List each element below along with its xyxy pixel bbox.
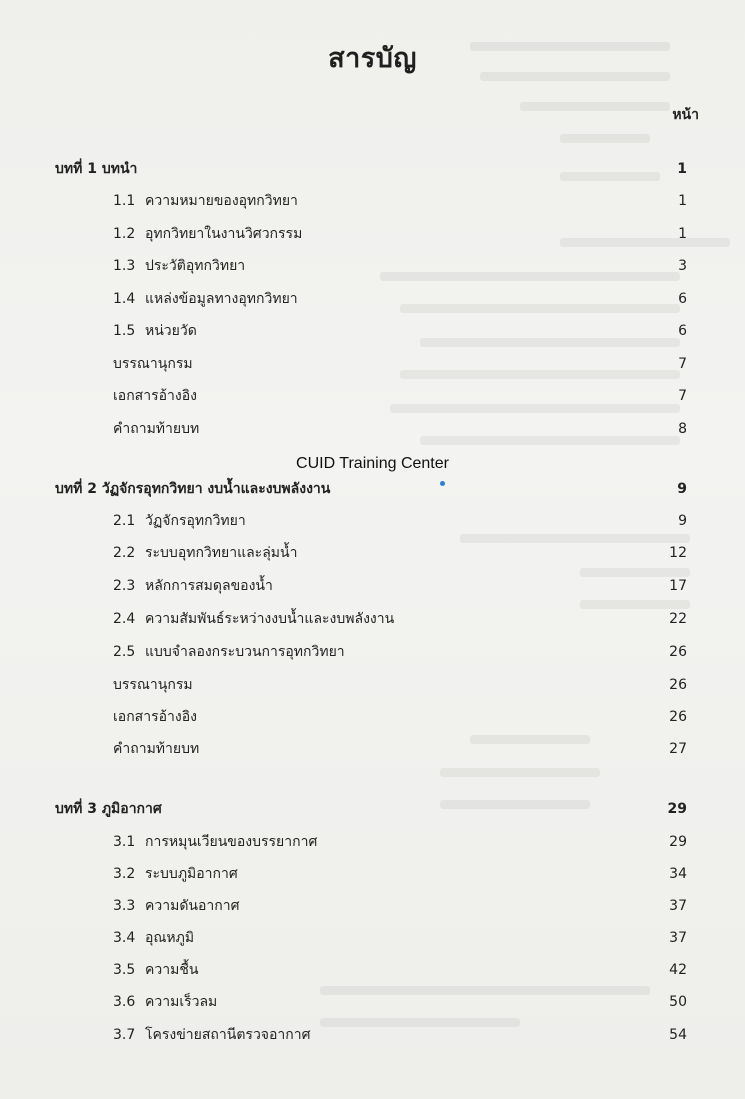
section-number: 2.3 xyxy=(113,578,136,594)
page-column-header: หน้า xyxy=(672,107,699,123)
toc-section-row[interactable] xyxy=(0,287,745,311)
toc-section-row[interactable] xyxy=(0,926,745,950)
section-number: 1.4 xyxy=(113,291,136,307)
toc-section-row[interactable] xyxy=(0,830,745,854)
toc-chapter-row[interactable] xyxy=(0,477,745,501)
section-number: 3.6 xyxy=(113,994,136,1010)
toc-extra-row[interactable] xyxy=(0,417,745,441)
toc-section-row[interactable] xyxy=(0,607,745,631)
toc-section-row[interactable] xyxy=(0,509,745,533)
section-number: 3.7 xyxy=(113,1027,136,1043)
page-number: 29 xyxy=(669,834,687,850)
toc-extra-row[interactable] xyxy=(0,384,745,408)
section-title: หลักการสมดุลของน้ำ xyxy=(145,578,273,594)
extra-title: เอกสารอ้างอิง xyxy=(113,388,197,404)
page-number: 22 xyxy=(669,611,687,627)
page-number: 8 xyxy=(678,421,687,437)
page-number: 1 xyxy=(677,161,687,177)
toc-section-row[interactable] xyxy=(0,574,745,598)
section-number: 2.4 xyxy=(113,611,136,627)
chapter-heading: บทที่ 1 บทนำ xyxy=(55,161,138,177)
toc-section-row[interactable] xyxy=(0,254,745,278)
page-number: 27 xyxy=(669,741,687,757)
bleed-through-mark xyxy=(440,768,600,777)
section-title: ความชื้น xyxy=(145,962,199,978)
section-title: ความเร็วลม xyxy=(145,994,218,1010)
toc-section-row[interactable] xyxy=(0,640,745,664)
toc-section-row[interactable] xyxy=(0,222,745,246)
toc-chapter-row[interactable] xyxy=(0,797,745,821)
extra-title: บรรณานุกรม xyxy=(113,677,193,693)
page-number: 26 xyxy=(669,677,687,693)
chapter-heading: บทที่ 3 ภูมิอากาศ xyxy=(55,801,162,817)
section-number: 1.1 xyxy=(113,193,136,209)
toc-section-row[interactable] xyxy=(0,862,745,886)
page-number: 6 xyxy=(678,291,687,307)
toc-section-row[interactable] xyxy=(0,990,745,1014)
section-number: 3.5 xyxy=(113,962,136,978)
page-number: 37 xyxy=(669,930,687,946)
toc-section-row[interactable] xyxy=(0,958,745,982)
page-number: 7 xyxy=(678,388,687,404)
section-title: แบบจำลองกระบวนการอุทกวิทยา xyxy=(145,644,345,660)
page-number: 6 xyxy=(678,323,687,339)
toc-chapter-row[interactable] xyxy=(0,157,745,181)
bleed-through-mark xyxy=(560,134,650,143)
page-number: 9 xyxy=(678,513,687,529)
extra-title: คำถามท้ายบท xyxy=(113,741,200,757)
page-number: 37 xyxy=(669,898,687,914)
page-title: สารบัญ xyxy=(328,43,417,74)
extra-title: คำถามท้ายบท xyxy=(113,421,200,437)
page-number: 26 xyxy=(669,644,687,660)
section-number: 1.2 xyxy=(113,226,136,242)
page-number: 17 xyxy=(669,578,687,594)
page-number: 26 xyxy=(669,709,687,725)
section-number: 1.5 xyxy=(113,323,136,339)
section-number: 3.4 xyxy=(113,930,136,946)
toc-section-row[interactable] xyxy=(0,319,745,343)
extra-title: เอกสารอ้างอิง xyxy=(113,709,197,725)
toc-extra-row[interactable] xyxy=(0,673,745,697)
page-number: 42 xyxy=(669,962,687,978)
section-title: ระบบภูมิอากาศ xyxy=(145,866,238,882)
toc-extra-row[interactable] xyxy=(0,705,745,729)
page-number: 12 xyxy=(669,545,687,561)
page-number: 7 xyxy=(678,356,687,372)
toc-extra-row[interactable] xyxy=(0,737,745,761)
section-number: 2.5 xyxy=(113,644,136,660)
section-title: ประวัติอุทกวิทยา xyxy=(145,258,246,274)
page-number: 1 xyxy=(678,226,687,242)
chapter-heading: บทที่ 2 วัฏจักรอุทกวิทยา งบน้ำและงบพลังงาน xyxy=(55,481,331,497)
section-number: 3.3 xyxy=(113,898,136,914)
page-number: 29 xyxy=(667,801,687,817)
page-number: 34 xyxy=(669,866,687,882)
section-title: ระบบอุทกวิทยาและลุ่มน้ำ xyxy=(145,545,298,561)
section-title: ความหมายของอุทกวิทยา xyxy=(145,193,298,209)
page-number: 54 xyxy=(669,1027,687,1043)
extra-title: บรรณานุกรม xyxy=(113,356,193,372)
page-number: 50 xyxy=(669,994,687,1010)
section-number: 3.1 xyxy=(113,834,136,850)
section-number: 1.3 xyxy=(113,258,136,274)
section-number: 3.2 xyxy=(113,866,136,882)
page-number: 1 xyxy=(678,193,687,209)
page-number: 3 xyxy=(678,258,687,274)
section-number: 2.1 xyxy=(113,513,136,529)
bleed-through-mark xyxy=(520,102,670,111)
toc-section-row[interactable] xyxy=(0,894,745,918)
toc-extra-row[interactable] xyxy=(0,352,745,376)
section-title: วัฏจักรอุทกวิทยา xyxy=(145,513,246,529)
toc-section-row[interactable] xyxy=(0,189,745,213)
section-title: ความสัมพันธ์ระหว่างงบน้ำและงบพลังงาน xyxy=(145,611,395,627)
watermark-text: CUID Training Center xyxy=(296,455,449,472)
section-number: 2.2 xyxy=(113,545,136,561)
page-number: 9 xyxy=(677,481,687,497)
section-title: โครงข่ายสถานีตรวจอากาศ xyxy=(145,1027,311,1043)
toc-section-row[interactable] xyxy=(0,541,745,565)
section-title: ความดันอากาศ xyxy=(145,898,240,914)
section-title: การหมุนเวียนของบรรยากาศ xyxy=(145,834,318,850)
section-title: อุณหภูมิ xyxy=(145,930,195,946)
toc-section-row[interactable] xyxy=(0,1023,745,1047)
section-title: แหล่งข้อมูลทางอุทกวิทยา xyxy=(145,291,298,307)
section-title: อุทกวิทยาในงานวิศวกรรม xyxy=(145,226,303,242)
section-title: หน่วยวัด xyxy=(145,323,197,339)
